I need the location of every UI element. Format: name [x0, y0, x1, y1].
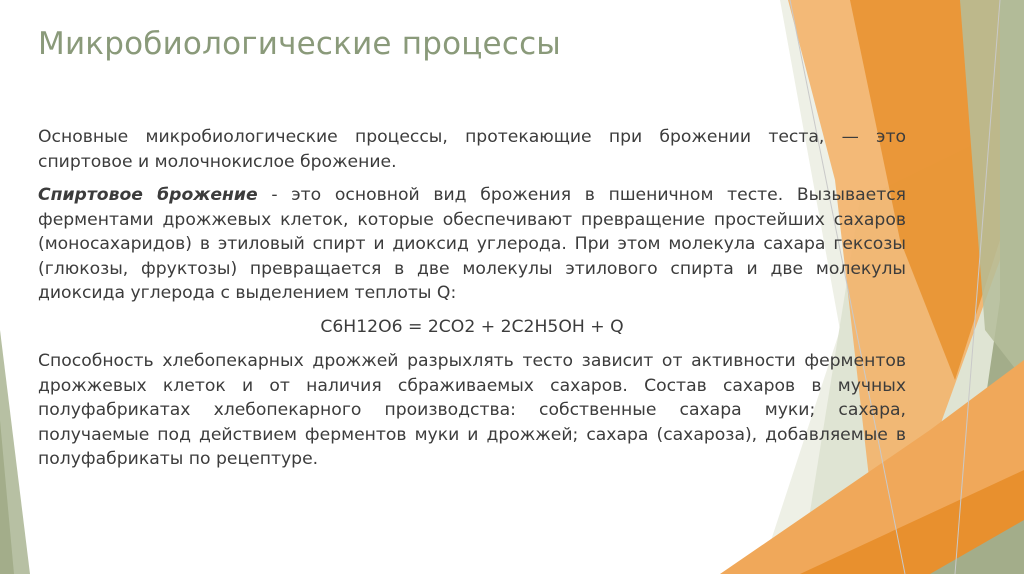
paragraph-intro: Основные микробиологические процессы, протекающие при брожении теста, — это спиртовое и молочнокислое брожение. — [38, 127, 906, 172]
paragraph-yeast-ability: Способность хлебопекарных дрожжей разрыхлять тесто зависит от активности ферментов дрожжевых клеток и от наличия сбраживаемых сахаров. Состав сахаров в мучных полуфабрикатах хлебопекарного производства: собственные сахара муки; сахара, получаемые под действием ферментов муки и дрожжей; сахара (сахароза), добавляемые в полуфабрикаты по рецептуре. — [38, 351, 906, 469]
paragraph-alcoholic-fermentation — [38, 183, 906, 306]
term-alcoholic-fermentation: Спиртовое брожение — [38, 185, 258, 205]
chemical-formula: C6H12O6 = 2CO2 + 2C2H5OH + Q — [320, 316, 624, 337]
paragraph-alcoholic-fermentation-text: - это основной вид брожения в пшеничном тесте. Вызывается ферментами дрожжевых клеток, которые обеспечивают превращение простейших сахаров (моносахаридов) в этиловый спирт и диоксид углерода. При этом молекула сахара гексозы (глюкозы, фруктозы) превращается в две молекулы этилового спирта и две молекулы диоксида углерода с выделением теплоты Q: — [38, 185, 906, 303]
slide-title: Микробиологические процессы — [38, 26, 561, 62]
slide-body — [38, 125, 906, 481]
